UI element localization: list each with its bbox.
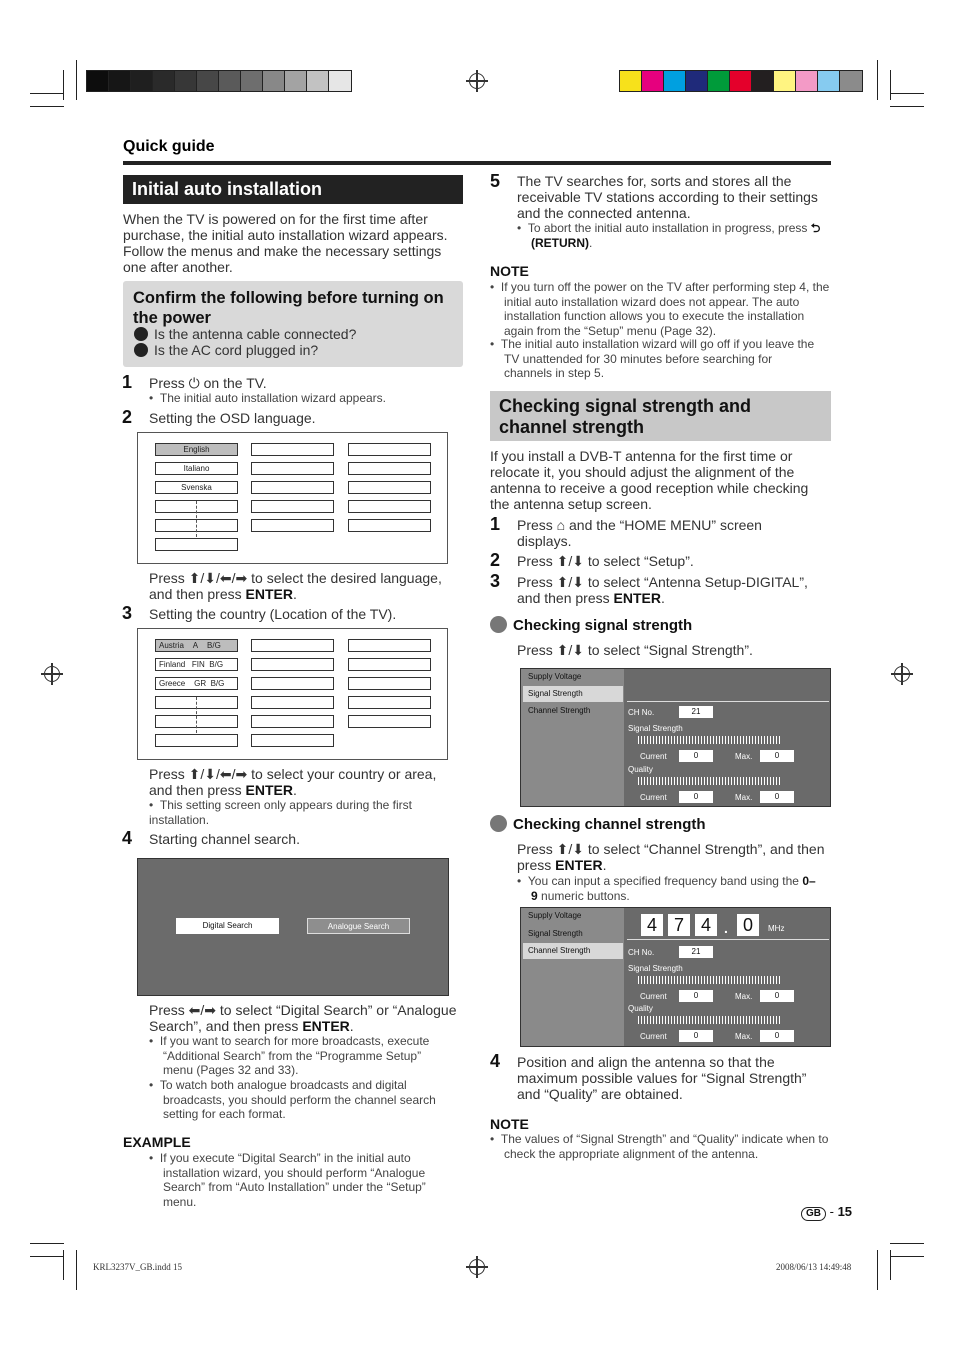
country-option[interactable]	[348, 639, 431, 652]
osd-divider	[627, 939, 829, 940]
frequency-digit[interactable]: 4	[641, 914, 663, 936]
file-slug: KRL3237V_GB.indd 15	[93, 1262, 183, 1272]
signal-label: Signal Strength	[628, 964, 683, 973]
language-option[interactable]	[251, 481, 334, 494]
mhz-unit: MHz	[768, 924, 785, 933]
country-option[interactable]	[251, 658, 334, 671]
channel-strength-heading: Checking channel strength	[490, 815, 706, 833]
quality-meter	[638, 777, 780, 785]
max-value: 0	[760, 791, 794, 803]
crop-mark	[890, 1256, 924, 1257]
home-step-text: Press ⌂ and the “HOME MENU” screen displays.	[517, 517, 762, 549]
language-option[interactable]	[348, 462, 431, 475]
max-value: 0	[760, 1030, 794, 1042]
signal-check-heading: Checking signal strength and channel strength	[490, 391, 831, 441]
bullet-icon	[490, 616, 507, 633]
language-option[interactable]	[155, 538, 238, 551]
step1-note: • The initial auto installation wizard appears.	[149, 391, 386, 405]
setup-step-text: Press ⬆/⬇ to select “Setup”.	[517, 553, 694, 569]
crop-mark	[890, 1250, 891, 1280]
step3-instruction: Press ⬆/⬇/⬅/➡ to select your country or area, and then press ENTER.	[149, 766, 437, 798]
bullet-icon	[134, 343, 148, 357]
country-option[interactable]	[348, 696, 431, 709]
color-swatch	[87, 71, 109, 91]
step-number: 1	[122, 372, 133, 392]
registration-mark-icon	[469, 1259, 485, 1275]
crop-mark	[30, 1243, 64, 1244]
step2-text: Setting the OSD language.	[149, 410, 316, 426]
country-option[interactable]	[251, 715, 334, 728]
country-option[interactable]: Greece GR B/G	[155, 677, 238, 690]
note-item: • The initial auto installation wizard will go off if you leave the TV unattended for 30 minutes before searching for channels in step 5.	[490, 337, 815, 380]
color-swatch	[686, 71, 708, 91]
step-number: 3	[122, 603, 133, 623]
color-swatch	[796, 71, 818, 91]
note-heading: NOTE	[490, 263, 529, 279]
country-option[interactable]	[251, 677, 334, 690]
step2-instruction: Press ⬆/⬇/⬅/➡ to select the desired language, and then press ENTER.	[149, 570, 442, 602]
header-rule	[123, 161, 831, 165]
step3-note: • This setting screen only appears during the first installation.	[149, 798, 413, 827]
step4-instruction: Press ⬅/➡ to select “Digital Search” or “Analogue Search”, and then press ENTER.	[149, 1002, 457, 1034]
step3-text: Setting the country (Location of the TV).	[149, 606, 397, 622]
color-swatch	[818, 71, 840, 91]
language-option[interactable]: Italiano	[155, 462, 238, 475]
step-number: 2	[490, 550, 501, 570]
step-number: 4	[122, 828, 133, 848]
note-item: • The values of “Signal Strength” and “Quality” indicate when to check the appropriate alignment of the antenna.	[490, 1132, 829, 1161]
max-label: Max.	[735, 793, 753, 802]
crop-mark	[877, 1250, 878, 1290]
ch-label: CH No.	[628, 708, 655, 717]
country-option[interactable]: Finland FIN B/G	[155, 658, 238, 671]
max-value: 0	[760, 990, 794, 1002]
step-number: 1	[490, 514, 501, 534]
crop-mark	[890, 93, 924, 94]
color-swatch	[642, 71, 664, 91]
current-value: 0	[679, 750, 713, 762]
search-screen	[137, 858, 449, 996]
frequency-digit[interactable]: 0	[737, 914, 759, 936]
signal-meter	[638, 976, 780, 984]
signal-strength-screen	[520, 668, 831, 807]
signal-label: Signal Strength	[628, 724, 683, 733]
align-step-text: Position and align the antenna so that the maximum possible values for “Signal Strength” and “Quality” are obtained.	[517, 1054, 807, 1102]
gb-badge: GB	[801, 1207, 826, 1221]
registration-mark-icon	[469, 73, 485, 89]
country-option[interactable]: Austria A B/G	[155, 639, 238, 652]
current-value: 0	[679, 1030, 713, 1042]
quality-meter	[638, 1016, 780, 1024]
note-heading: NOTE	[490, 1116, 529, 1132]
digital-search-button[interactable]: Digital Search	[176, 918, 279, 934]
color-swatch	[752, 71, 774, 91]
language-option[interactable]	[251, 443, 334, 456]
step-number: 3	[490, 571, 501, 591]
crop-mark	[890, 106, 924, 107]
color-swatch	[774, 71, 796, 91]
step5-text: The TV searches for, sorts and stores all the receivable TV stations according to their settings and the connected antenna.	[517, 173, 818, 221]
language-option[interactable]	[251, 519, 334, 532]
crop-mark	[76, 1250, 77, 1290]
language-option[interactable]	[348, 481, 431, 494]
ch-value: 21	[679, 946, 713, 958]
country-option[interactable]	[348, 677, 431, 690]
osd-menu	[521, 908, 624, 1046]
step4-note: • If you want to search for more broadcasts, execute “Additional Search” from the “Programme Setup” menu (Pages 32 and 33).	[149, 1034, 430, 1077]
color-swatch	[109, 71, 131, 91]
quality-label: Quality	[628, 765, 653, 774]
country-option[interactable]	[251, 696, 334, 709]
color-swatch	[153, 71, 175, 91]
color-swatch	[197, 71, 219, 91]
example-text: • If you execute “Digital Search” in the initial auto installation wizard, you should perform “Analogue Search” from “Auto Installation” under the “Setup” menu.	[149, 1151, 426, 1209]
max-label: Max.	[735, 752, 753, 761]
confirm-item: Is the AC cord plugged in?	[134, 342, 318, 358]
menu-item-supply-voltage[interactable]: Supply Voltage	[528, 911, 582, 920]
signal-strength-heading: Checking signal strength	[490, 616, 692, 634]
crop-mark	[30, 93, 64, 94]
osd-menu	[521, 669, 624, 806]
crop-mark	[63, 70, 64, 100]
current-value: 0	[679, 990, 713, 1002]
color-swatch	[730, 71, 752, 91]
step1-text: Press ⏻ on the TV.	[149, 375, 267, 391]
intro-text: When the TV is powered on for the first time after purchase, the initial auto installation wizard appears. Follow the menus and make the necessary settings one after another.	[123, 211, 448, 275]
menu-item-signal-strength[interactable]: Signal Strength	[528, 929, 583, 938]
current-label: Current	[640, 992, 667, 1001]
osd-divider	[627, 701, 829, 702]
country-option[interactable]	[348, 658, 431, 671]
example-heading: EXAMPLE	[123, 1134, 191, 1150]
note-item: • If you turn off the power on the TV after performing step 4, the initial auto installation wizard does not appear. The auto installation function allows you to execute the installation again from the “Setup” menu (Page 32).	[490, 280, 830, 338]
country-option[interactable]	[251, 734, 334, 747]
current-value: 0	[679, 791, 713, 803]
ch-value: 21	[679, 706, 713, 718]
antenna-step-text: Press ⬆/⬇ to select “Antenna Setup-DIGITAL”, and then press ENTER.	[517, 574, 808, 606]
step5-note: • To abort the initial auto installation in progress, press ⮌ (RETURN).	[517, 221, 821, 250]
color-swatch	[307, 71, 329, 91]
confirm-title: Confirm the following before turning on the power	[133, 289, 444, 327]
current-label: Current	[640, 793, 667, 802]
max-value: 0	[760, 750, 794, 762]
color-swatch	[241, 71, 263, 91]
current-label: Current	[640, 1032, 667, 1041]
quality-label: Quality	[628, 1004, 653, 1013]
crop-mark	[76, 60, 77, 100]
step-number: 5	[490, 171, 501, 191]
date-stamp: 2008/06/13 14:49:48	[776, 1262, 852, 1272]
language-option[interactable]	[348, 500, 431, 513]
country-option[interactable]	[155, 734, 238, 747]
step4-text: Starting channel search.	[149, 831, 300, 847]
confirm-item: Is the antenna cable connected?	[134, 326, 356, 342]
section-title: Quick guide	[123, 138, 215, 155]
color-swatch	[664, 71, 686, 91]
language-option[interactable]: English	[155, 443, 238, 456]
crop-mark	[63, 1250, 64, 1280]
menu-item-signal-strength[interactable]: Signal Strength	[523, 686, 623, 702]
color-swatch	[263, 71, 285, 91]
channel-strength-screen	[520, 907, 831, 1047]
crop-mark	[890, 70, 891, 100]
menu-item-channel-strength[interactable]: Channel Strength	[528, 706, 591, 715]
signal-intro: If you install a DVB-T antenna for the first time or relocate it, you should adjust the alignment of the antenna to receive a good reception while checking the antenna setup screen.	[490, 448, 809, 512]
color-swatch	[329, 71, 351, 91]
max-label: Max.	[735, 992, 753, 1001]
channel-strength-instruction: Press ⬆/⬇ to select “Channel Strength”, and then press ENTER.	[517, 841, 825, 873]
step-number: 2	[122, 407, 133, 427]
crop-mark	[30, 106, 64, 107]
color-swatch	[219, 71, 241, 91]
country-option[interactable]	[348, 715, 431, 728]
ch-label: CH No.	[628, 948, 655, 957]
gray-calibration-bar	[86, 70, 352, 92]
language-option[interactable]: Svenska	[155, 481, 238, 494]
color-calibration-bar	[619, 70, 863, 92]
frequency-digit[interactable]: 4	[695, 914, 717, 936]
language-option[interactable]	[348, 443, 431, 456]
frequency-digit[interactable]: 7	[668, 914, 690, 936]
registration-mark-icon	[894, 666, 910, 682]
page-number: GB - 15	[801, 1204, 852, 1221]
signal-strength-instruction: Press ⬆/⬇ to select “Signal Strength”.	[517, 642, 753, 658]
language-option[interactable]	[348, 519, 431, 532]
ellipsis-dots	[196, 697, 197, 733]
initial-install-heading: Initial auto installation	[123, 175, 463, 204]
analogue-search-button[interactable]: Analogue Search	[307, 918, 410, 934]
language-screen	[137, 432, 448, 564]
crop-mark	[30, 1256, 64, 1257]
signal-meter	[638, 736, 780, 744]
max-label: Max.	[735, 1032, 753, 1041]
channel-strength-note: • You can input a specified frequency band using the 0–9 numeric buttons.	[517, 874, 816, 903]
country-option[interactable]	[251, 639, 334, 652]
color-swatch	[285, 71, 307, 91]
step-number: 4	[490, 1051, 501, 1071]
color-swatch	[708, 71, 730, 91]
registration-mark-icon	[44, 666, 60, 682]
country-screen	[137, 628, 448, 760]
current-label: Current	[640, 752, 667, 761]
bullet-icon	[490, 815, 507, 832]
menu-item-channel-strength[interactable]: Channel Strength	[523, 943, 623, 959]
menu-item-supply-voltage[interactable]: Supply Voltage	[528, 672, 582, 681]
color-swatch	[620, 71, 642, 91]
crop-mark	[890, 1243, 924, 1244]
color-swatch	[131, 71, 153, 91]
language-option[interactable]	[251, 500, 334, 513]
crop-mark	[877, 60, 878, 100]
ellipsis-dots	[196, 501, 197, 537]
language-option[interactable]	[251, 462, 334, 475]
color-swatch	[840, 71, 862, 91]
color-swatch	[175, 71, 197, 91]
decimal-point: .	[724, 920, 728, 936]
bullet-icon	[134, 327, 148, 341]
step4-note: • To watch both analogue broadcasts and digital broadcasts, you should perform the channel search setting for each format.	[149, 1078, 436, 1121]
